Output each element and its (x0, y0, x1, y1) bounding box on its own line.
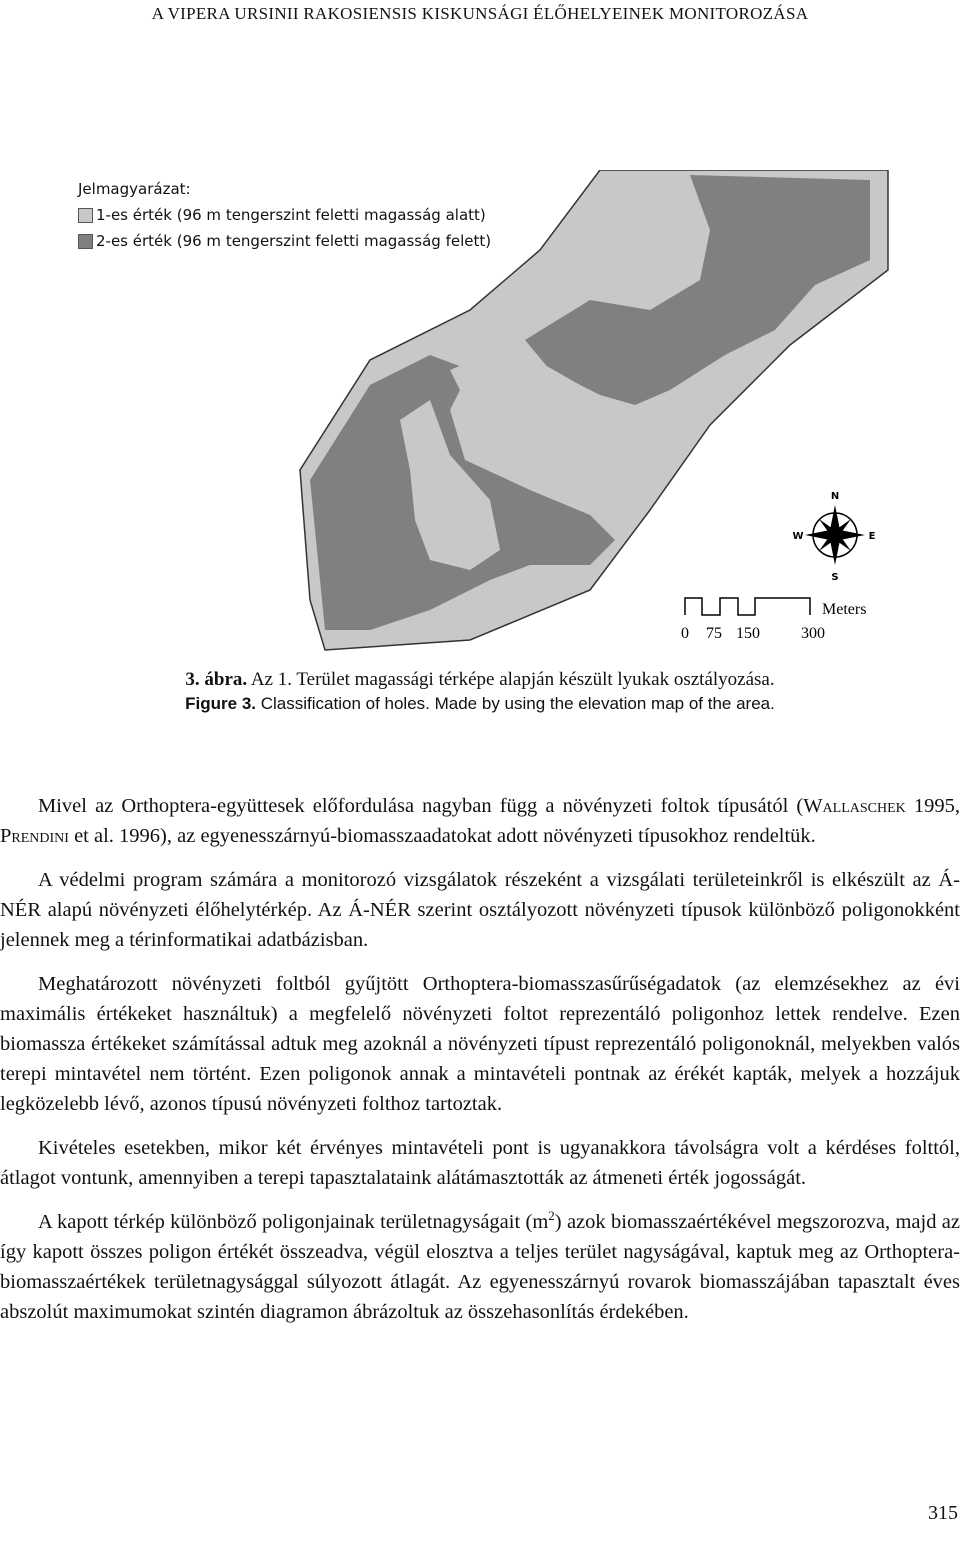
p5-superscript: 2 (548, 1208, 555, 1223)
scale-bar (681, 598, 866, 642)
p1-part-a: Mivel az Orthoptera-együttesek előfordulása nagyban függ a növényzeti foltok típusától ( (38, 795, 804, 817)
caption-hu-text: Az 1. Terület magassági térképe alapján készült lyukak osztályozása. (250, 669, 775, 690)
running-title: A VIPERA URSINII RAKOSIENSIS KISKUNSÁGI ÉLŐHELYEINEK MONITOROZÁSA (151, 4, 809, 23)
p5-part-b: ) azok biomasszaértékével megszorozva, majd az így kapott összes poligon értékét összeadva, végül elosztva a teljes terület nagyságával, kaptuk meg az Orthoptera-biomasszaértékek területnagysággal súlyozott átlagát. Az egyenesszárnyú rovarok biomasszájában tapasztalt éves abszolút maximumokat szintén diagramon ábrázoltuk az összehasonlítás érdekében. (0, 1211, 960, 1323)
compass-e: E (868, 531, 876, 542)
legend-title: Jelmagyarázat: (78, 180, 191, 198)
p1-part-b: 1995, (905, 795, 960, 817)
legend-swatch-high (78, 234, 93, 249)
scale-tick-300: 300 (801, 625, 825, 642)
caption-en-label: Figure 3. (185, 694, 257, 713)
scale-tick-75: 75 (706, 625, 722, 642)
legend-item-low (78, 202, 491, 228)
paragraph-1 (0, 791, 960, 851)
p5-part-a: A kapott térkép különböző poligonjainak területnagyságait (m (38, 1211, 549, 1233)
compass-rose (792, 491, 875, 583)
figure-caption (0, 668, 960, 716)
map-legend (78, 176, 491, 254)
legend-label-low: 1-es érték (96 m tengerszint feletti magasság alatt) (96, 206, 486, 224)
paragraph-3: Meghatározott növényzeti foltból gyűjtött Orthoptera-biomasszasűrűségadatok (az elemzésekhez az évi maximális értékeket használtuk) a megfelelő növényzeti foltot reprezentáló poligonhoz lettek rendelve. Ezen biomassza értékeket számítással adtuk meg azoknál a növényzeti típust reprezentáló poligonoknál, melyekben valós terepi mintavétel nem történt. Ezen poligonok annak a mintavételi pontnak az érékét kapták, melyek a hozzájuk legközelebb lévő, azonos típusú növényzeti folthoz tartoztak. (0, 973, 960, 1115)
compass-w: W (792, 531, 804, 542)
p1-part-c: et al. 1996), az egyenesszárnyú-biomasszaadatokat adott növényzeti típusokhoz rendeltük. (68, 825, 816, 847)
compass-s: S (831, 572, 839, 583)
paragraph-2: A védelmi program számára a monitorozó vizsgálatok részeként a vizsgálati területeinkről is elkészült az Á-NÉR alapú növényzeti élőhelytérkép. Az Á-NÉR szerint osztályozott növényzeti típusok különböző poligonokként jelennek meg a térinformatikai adatbázisban. (0, 869, 960, 951)
body-text (0, 791, 960, 1341)
compass-n: N (830, 491, 840, 502)
p1-author-1: Wallaschek (803, 795, 906, 817)
legend-label-high: 2-es érték (96 m tengerszint feletti magasság felett) (96, 232, 492, 250)
caption-hu-label: 3. ábra. (185, 669, 248, 690)
legend-item-high (78, 228, 491, 254)
caption-hu (0, 668, 960, 692)
paragraph-5 (0, 1207, 960, 1327)
scale-tick-0: 0 (681, 625, 689, 642)
scale-tick-150: 150 (736, 625, 760, 642)
scale-unit: Meters (822, 601, 867, 618)
paragraph-4: Kivételes esetekben, mikor két érvényes mintavételi pont is ugyanakkora távolságra volt a kérdéses folttól, átlagot vontunk, amennyiben a terepi tapasztalataink alátámasztották az átmeneti érték jogosságát. (0, 1137, 960, 1189)
caption-en (0, 692, 960, 716)
page-number: 315 (928, 1502, 958, 1524)
legend-swatch-low (78, 208, 93, 223)
caption-en-text: Classification of holes. Made by using the elevation map of the area. (260, 694, 775, 713)
p1-author-2: Prendini (0, 825, 69, 847)
